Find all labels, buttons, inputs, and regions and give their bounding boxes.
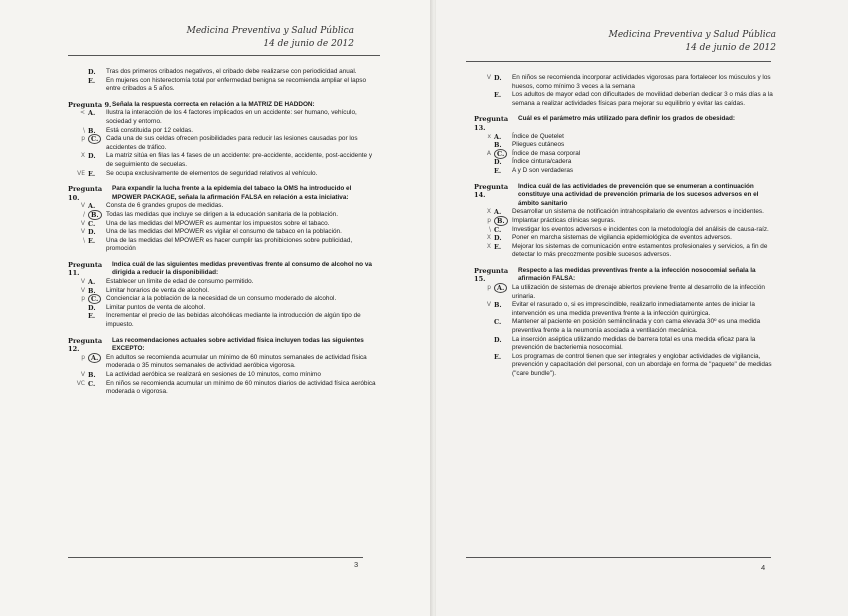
answer-option	[68, 228, 380, 237]
handwritten-mark: V	[80, 371, 85, 378]
handwritten-mark: VC	[76, 379, 85, 387]
right-page	[436, 0, 848, 616]
option-text: Ilustra la interacción de los 4 factores implicados en un accidente: ser humano, vehículo, sociedad y entorno.	[106, 109, 357, 125]
handwritten-mark: p	[81, 135, 85, 143]
question-number: Pregunta 11.	[68, 260, 103, 278]
handwritten-mark: X	[80, 152, 85, 160]
question-block	[68, 337, 380, 397]
question-block	[474, 183, 774, 260]
question-block	[474, 115, 774, 175]
option-text: En niños se recomienda incorporar actividades vigorosas para fortalecer los músculos y los huesos, como mínimo 3 veces a la semana	[512, 74, 771, 90]
option-letter: A.	[88, 202, 96, 211]
handwritten-mark: V	[80, 219, 85, 227]
answer-option	[68, 127, 380, 136]
option-letter: D.	[494, 335, 502, 344]
answer-option	[68, 304, 380, 313]
option-text: Los adultos de mayor edad con dificultades de movilidad deberían dedicar 3 o más días a la semana a realizar actividades físicas para mejorar su equilibrio y evitar las caídas.	[512, 91, 773, 107]
option-text: Tras dos primeros cribados negativos, el cribado debe realizarse con periodicidad anual.	[106, 68, 357, 75]
option-letter: A.	[88, 354, 106, 371]
question-header	[474, 183, 774, 209]
answer-option	[474, 217, 774, 226]
option-text: Los programas de control tienen que ser integrales y englobar actividades de vigilancia, prevención y capacitación del personal, con un abordaje en forma de "paquete" de medidas ("care bundle").	[512, 352, 772, 377]
handwritten-mark	[68, 304, 88, 313]
option-text: Mejorar los sistemas de comunicación entre estamentos profesionales y servicios, a fin de detectar lo más precozmente posible sucesos adversos.	[512, 242, 768, 259]
question-header	[68, 185, 380, 202]
option-letter: E.	[494, 352, 502, 361]
option-letter: B.	[88, 286, 96, 295]
right-content	[474, 74, 774, 379]
option-letter: D.	[494, 74, 502, 82]
option-text: Índice cintura/cadera	[512, 158, 572, 166]
handwritten-mark: p	[487, 284, 491, 292]
handwritten-mark: A	[486, 149, 491, 157]
option-text: La utilización de sistemas de drenaje abiertos previene frente al desarrollo de la infección urinaria.	[512, 284, 765, 300]
option-letter: D.	[88, 152, 96, 161]
option-text: Consta de 6 grandes grupos de medidas.	[106, 202, 224, 210]
handwritten-mark	[68, 68, 88, 77]
handwritten-mark: p	[487, 216, 491, 224]
left-content	[68, 68, 380, 397]
answer-option	[474, 353, 774, 379]
page-number: 3	[354, 560, 359, 569]
option-text: Está constituida por 12 celdas.	[106, 126, 194, 134]
option-letter: A.	[494, 208, 502, 217]
option-letter: E.	[88, 169, 96, 178]
option-letter: B.	[88, 126, 96, 135]
option-text: Mantener al paciente en posición semiincIinada y con cama elevada 30º es una medida preventiva frente a la neumonía asociada a ventilación mecánica.	[512, 318, 761, 335]
handwritten-mark: V	[80, 278, 85, 286]
handwritten-mark	[68, 312, 88, 329]
option-text: Poner en marcha sistemas de vigilancia epidemiológica de eventos adversos.	[512, 234, 732, 242]
option-letter: E.	[494, 91, 502, 100]
question-number: Pregunta 10.	[68, 185, 103, 202]
option-text: Limitar horarios de venta de alcohol.	[106, 286, 210, 294]
header-rule	[68, 55, 380, 56]
question-number: Pregunta 15.	[474, 266, 509, 284]
answer-option	[68, 278, 380, 287]
handwritten-mark: X	[486, 242, 491, 250]
footer-rule	[68, 557, 363, 558]
question-block	[474, 267, 774, 379]
question-header	[68, 261, 380, 278]
handwritten-mark: <	[79, 109, 85, 117]
option-text: En adultos se recomienda acumular un mínimo de 60 minutos semanales de actividad física moderada o 35 minutos semanales de actividad aeróbica vigorosa.	[106, 353, 367, 370]
answer-option	[68, 295, 380, 304]
handwritten-mark: X	[486, 208, 491, 216]
header-date: 14 de junio de 2012	[263, 39, 354, 49]
option-letter: B.	[494, 301, 502, 310]
option-letter: C.	[494, 150, 512, 159]
option-letter: E.	[88, 236, 96, 245]
header-title: Medicina Preventiva y Salud Pública	[186, 26, 354, 36]
answer-option	[474, 141, 774, 150]
option-text: Una de las medidas del MPOWER es aumentar los impuestos sobre el tabaco.	[106, 219, 330, 227]
handwritten-mark	[474, 167, 494, 176]
question-header	[68, 337, 380, 354]
answer-option	[474, 243, 774, 260]
question-text: Cuál es el parámetro más utilizado para definir los grados de obesidad:	[518, 115, 735, 123]
option-letter: A.	[494, 284, 512, 301]
question-number: Pregunta 13.	[474, 115, 509, 132]
option-text: En niños se recomienda acumular un mínimo de 60 minutos diarios de actividad física aeróbica moderada o vigorosa.	[106, 379, 376, 396]
option-text: La actividad aeróbica se realizará en sesiones de 10 minutos, como mínimo	[106, 371, 321, 378]
handwritten-mark: x	[487, 132, 491, 140]
option-letter: A.	[494, 132, 502, 141]
option-text: Investigar los eventos adversos e incidentes con la metodología del análisis de causa-raíz.	[512, 225, 769, 233]
handwritten-mark	[474, 141, 494, 150]
handwritten-mark	[474, 353, 494, 379]
option-letter: C.	[88, 135, 106, 152]
option-text: Incrementar el precio de las bebidas alcohólicas mediante la introducción de algún tipo de impuesto.	[106, 312, 361, 329]
handwritten-mark	[474, 158, 494, 167]
answer-option	[68, 135, 380, 152]
option-text: La matriz sitúa en filas las 4 fases de un accidente: pre-accidente, accidente, post-accidente y de seguimiento de secuelas.	[106, 152, 373, 168]
option-text: Todas las medidas que incluye se dirigen a la educación sanitaria de la población.	[106, 210, 338, 218]
option-text: Implantar prácticas clínicas seguras.	[512, 216, 616, 224]
option-letter: B.	[88, 211, 106, 220]
answer-option	[474, 167, 774, 176]
option-text: Una de las medidas del MPOWER es vigilar el consumo de tabaco en la población.	[106, 228, 342, 236]
answer-option	[474, 284, 774, 301]
left-header	[187, 25, 354, 51]
handwritten-mark: V	[80, 286, 85, 294]
answer-option	[68, 109, 380, 126]
handwritten-mark: V	[486, 301, 491, 309]
handwritten-mark: V	[486, 74, 491, 81]
question-number: Pregunta 14.	[474, 182, 509, 200]
option-letter: E.	[88, 76, 96, 85]
option-text: En mujeres con histerectomía total por enfermedad benigna se recomienda ampliar el lapso entre cribados a 5 años.	[106, 76, 367, 93]
question-number: Pregunta 12.	[68, 336, 103, 354]
handwritten-mark: p	[81, 295, 85, 303]
option-letter: C.	[88, 219, 96, 228]
option-text: Establecer un límite de edad de consumo permitido.	[106, 278, 254, 286]
option-text: A y D son verdaderas	[512, 166, 574, 174]
answer-option	[474, 226, 774, 235]
header-title: Medicina Preventiva y Salud Pública	[608, 30, 776, 40]
continued-options	[474, 74, 774, 108]
question-block	[68, 185, 380, 254]
answer-option	[474, 158, 774, 167]
handwritten-mark	[474, 336, 494, 353]
question-text: Las recomendaciones actuales sobre actividad física incluyen todas las siguientes EXCEPTO:	[112, 336, 364, 353]
handwritten-mark: V	[80, 202, 85, 210]
option-text: Desarrollar un sistema de notificación intrahospitalario de eventos adversos e incidentes.	[512, 208, 764, 216]
option-letter: D.	[494, 158, 502, 167]
handwritten-mark: p	[81, 353, 85, 361]
option-letter: A.	[88, 278, 96, 287]
question-header	[474, 115, 774, 132]
handwritten-mark: X	[486, 234, 491, 242]
option-letter: D.	[494, 234, 502, 243]
answer-option	[474, 301, 774, 318]
answer-option	[474, 234, 774, 243]
option-letter: D.	[88, 228, 96, 237]
answer-option	[68, 170, 380, 179]
answer-option	[68, 287, 380, 296]
option-text: Concienciar a la población de la necesidad de un consumo moderado de alcohol.	[106, 295, 337, 303]
option-letter: C.	[88, 295, 106, 304]
option-letter: E.	[88, 312, 96, 321]
option-letter: E.	[494, 242, 502, 251]
answer-option	[68, 380, 380, 397]
handwritten-mark: \	[82, 126, 85, 134]
header-date: 14 de junio de 2012	[685, 43, 776, 53]
right-header	[609, 29, 776, 55]
answer-option	[68, 68, 380, 77]
option-letter: B.	[494, 217, 512, 226]
question-text: Para expandir la lucha frente a la epidemia del tabaco la OMS ha introducido el MPOWER PACKAGE, señala la afirmación FALSA en relación a esta iniciativa:	[112, 185, 352, 201]
question-header	[68, 101, 380, 110]
handwritten-mark: V	[80, 228, 85, 236]
question-number: Pregunta 9.	[68, 100, 112, 109]
handwritten-mark	[68, 77, 88, 94]
option-letter: D.	[88, 303, 96, 312]
handwritten-mark: VE	[77, 169, 85, 177]
answer-option	[474, 74, 774, 91]
option-text: Limitar puntos de venta de alcohol.	[106, 303, 206, 311]
answer-option	[68, 371, 380, 380]
page-number: 4	[761, 563, 766, 572]
option-text: La inserción aséptica utilizando medidas de barrera total es una medida eficaz para la prevención de bacteriemia nosocomial.	[512, 335, 756, 352]
option-text: Cada una de sus celdas ofrecen posibilidades para reducir las lesiones causadas por los accidentes de tráfico.	[106, 135, 358, 151]
option-letter: D.	[88, 68, 96, 76]
option-text: Índice de Quetelet	[512, 132, 564, 140]
option-letter: A.	[88, 109, 96, 118]
answer-option	[68, 152, 380, 169]
handwritten-mark: /	[82, 210, 85, 218]
answer-option	[474, 208, 774, 217]
answer-option	[68, 202, 380, 211]
question-block	[68, 101, 380, 178]
option-text: Evitar el rasurado o, si es imprescindible, realizarlo inmediatamente antes de iniciar la intervención es una medida preventiva frente a la infección quirúrgica.	[512, 301, 755, 317]
option-text: Se ocupa exclusivamente de elementos de seguridad relativos al vehículo.	[106, 169, 318, 177]
handwritten-mark: \	[488, 225, 491, 233]
option-text: Pliegues cutáneos	[512, 141, 565, 149]
question-header	[474, 267, 774, 284]
option-text: Índice de masa corporal	[512, 149, 581, 157]
answer-option	[474, 133, 774, 142]
option-letter: E.	[494, 166, 502, 175]
question-block	[68, 261, 380, 330]
answer-option	[68, 211, 380, 220]
handwritten-mark	[474, 91, 494, 108]
footer-rule	[466, 557, 771, 558]
option-text: Una de las medidas del MPOWER es hacer cumplir las prohibiciones sobre publicidad, promoción	[106, 236, 353, 253]
question-text: Indica cuál de las actividades de prevención que se enumeran a continuación constituye una actividad de prevención primaria de los sucesos adversos en el ámbito sanitario	[518, 182, 759, 207]
question-text: Indica cuál de las siguientes medidas preventivas frente al consumo de alcohol no va dirigida a reducir la disponibilidad:	[112, 260, 372, 277]
handwritten-mark	[474, 318, 494, 335]
question-text: Señala la respuesta correcta en relación a la MATRIZ DE HADDON:	[112, 100, 315, 108]
option-letter: C.	[88, 379, 96, 388]
handwritten-mark: \	[82, 236, 85, 244]
option-letter: B.	[88, 371, 96, 379]
answer-option	[68, 220, 380, 229]
answer-option	[68, 312, 380, 329]
answer-option	[68, 77, 380, 94]
header-rule	[466, 61, 771, 62]
answer-option	[474, 91, 774, 108]
answer-option	[68, 354, 380, 371]
option-letter: C.	[494, 225, 502, 234]
question-text: Respecto a las medidas preventivas frente a la infección nosocomial señala la afirmación FALSA:	[518, 266, 756, 283]
answer-option	[474, 336, 774, 353]
answer-option	[68, 237, 380, 254]
continued-options	[68, 68, 380, 94]
option-letter: B.	[494, 141, 502, 150]
answer-option	[474, 318, 774, 335]
option-letter: C.	[494, 318, 502, 327]
